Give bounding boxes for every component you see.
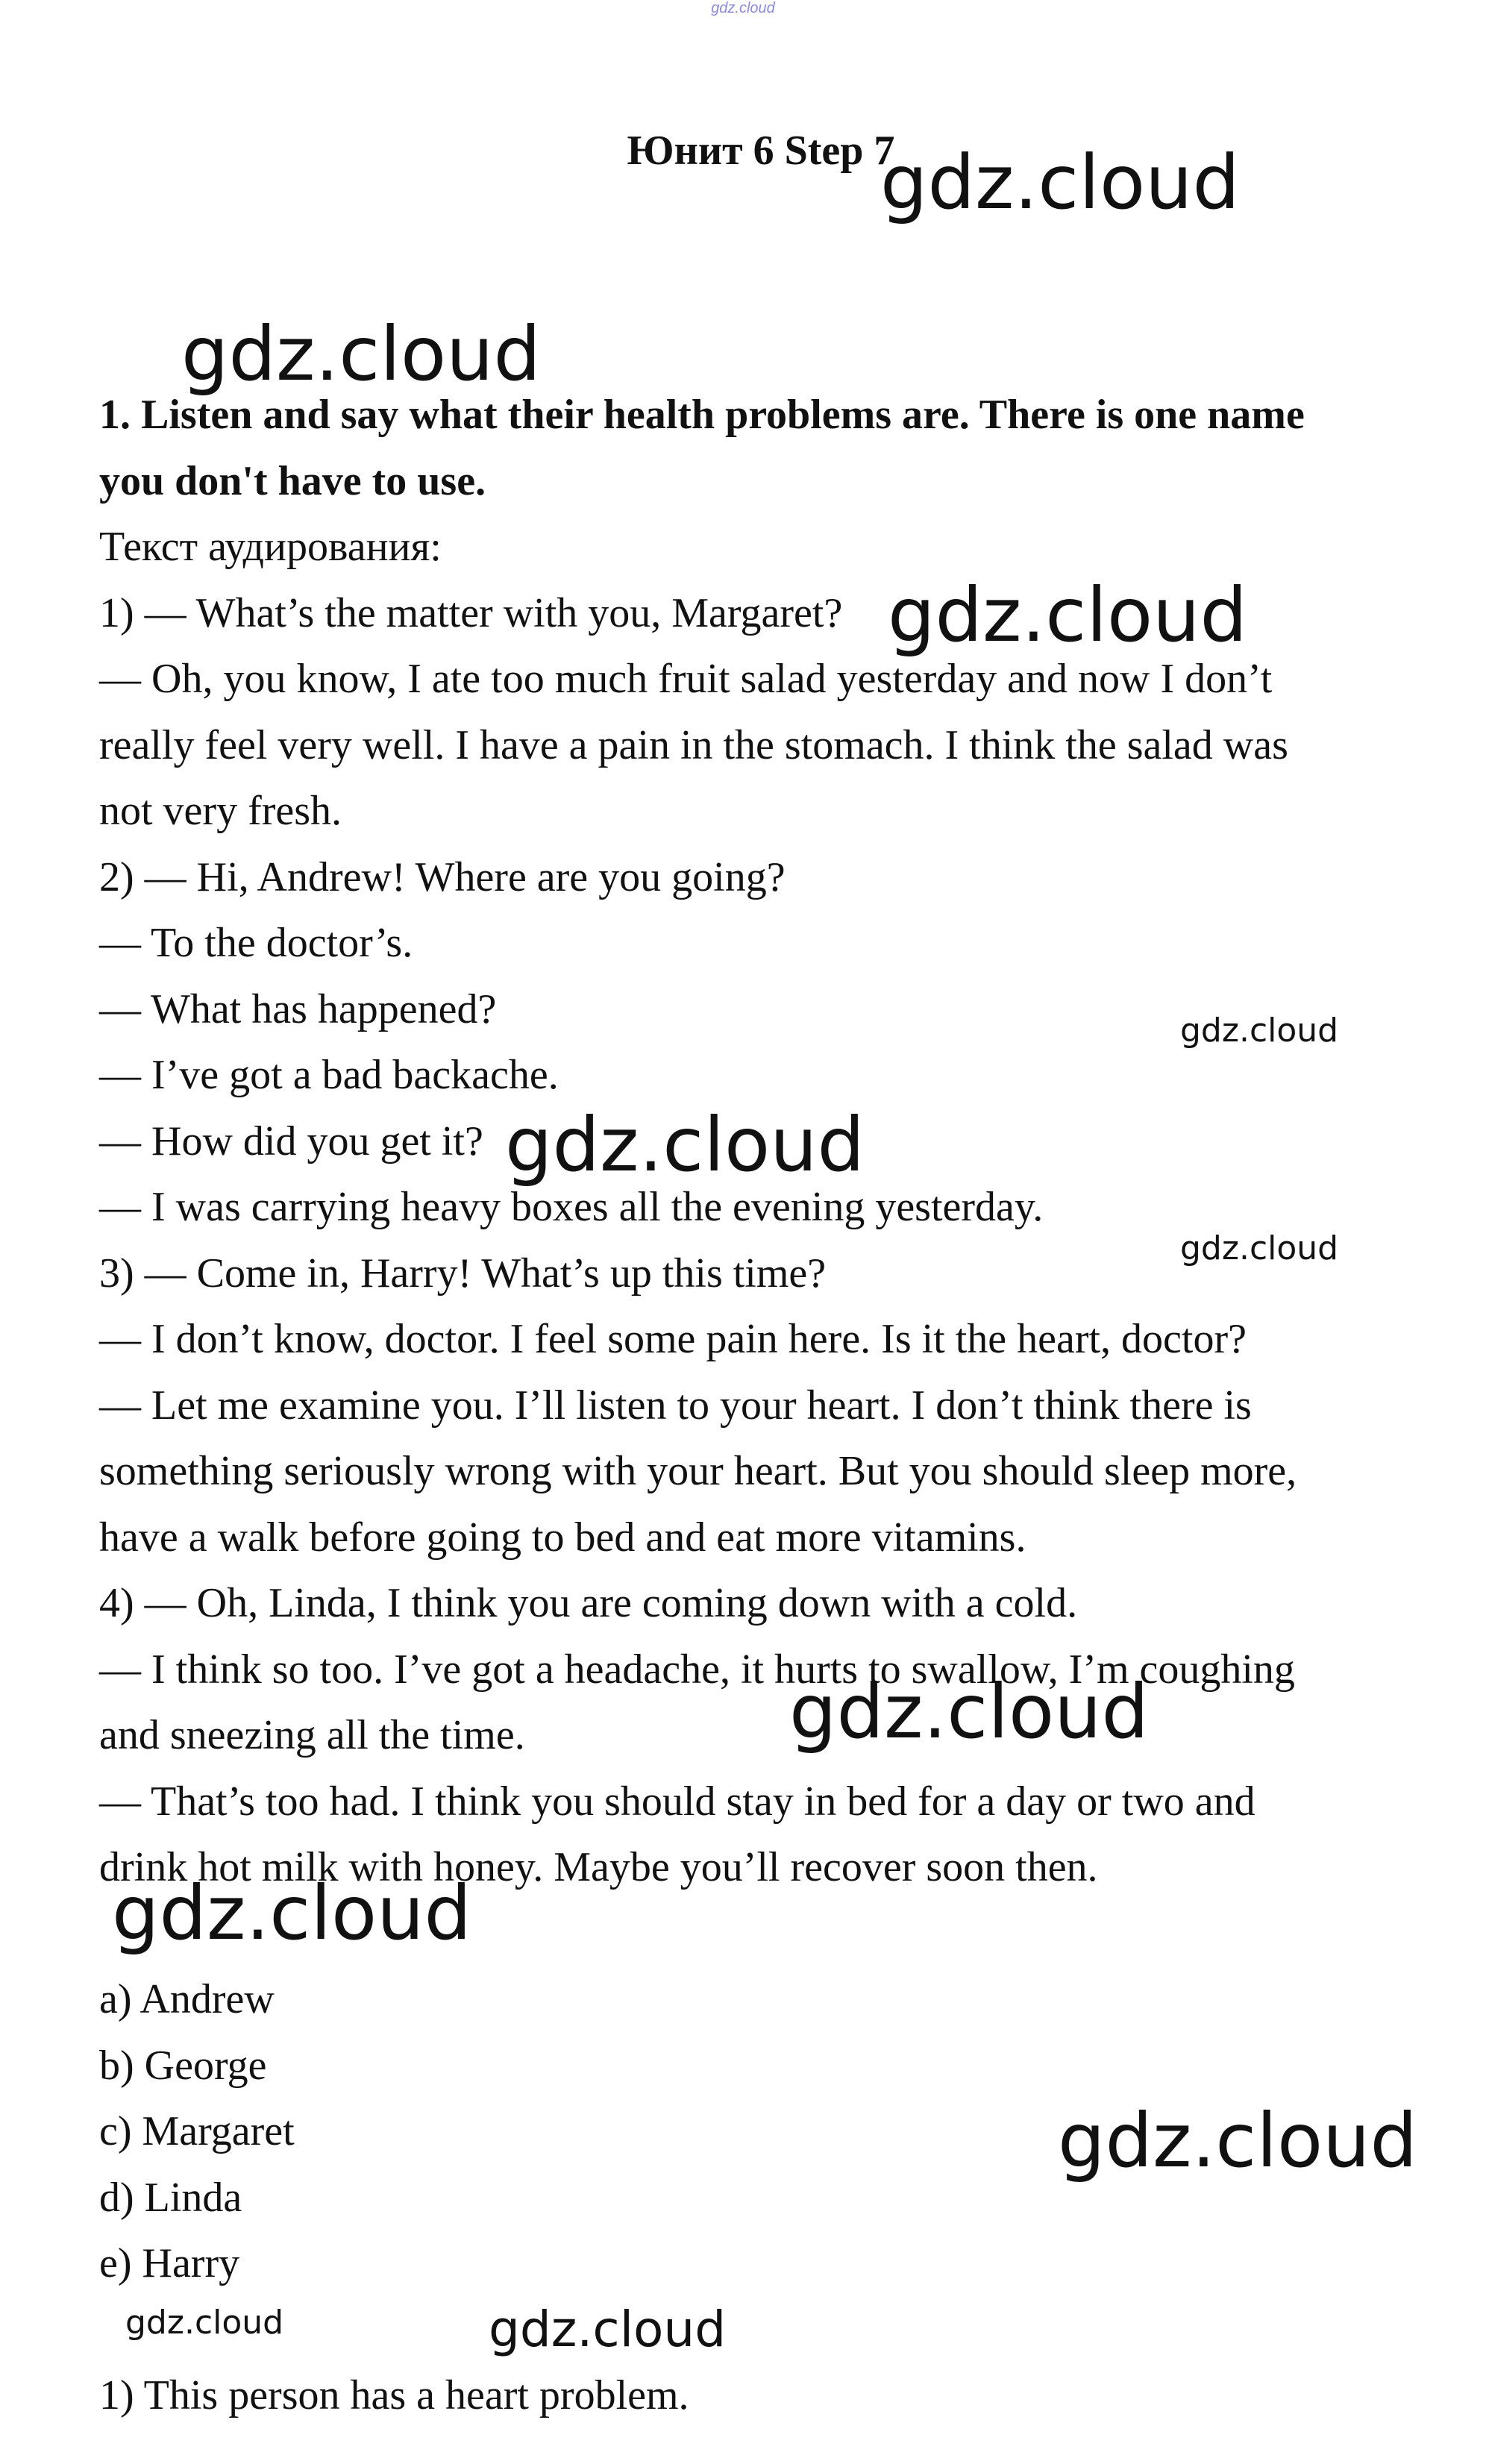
answer-line: 1) This person has a heart problem.: [99, 2372, 689, 2418]
watermark: gdz.cloud: [505, 1101, 865, 1188]
transcript-line: and sneezing all the time.: [99, 1712, 525, 1758]
page-title: Юнит 6 Step 7: [627, 128, 895, 174]
watermark: gdz.cloud: [789, 1668, 1150, 1755]
transcript-line: — I’ve got a bad backache.: [99, 1052, 559, 1098]
transcript-line: 1) — What’s the matter with you, Margaret?: [99, 589, 843, 636]
transcript-line: — What has happened?: [99, 985, 497, 1032]
option-item: a) Andrew: [99, 1976, 275, 2022]
transcript-line: have a walk before going to bed and eat more vitamins.: [99, 1514, 1026, 1561]
transcript-line: — I don’t know, doctor. I feel some pain here. Is it the heart, doctor?: [99, 1316, 1247, 1362]
option-item: d) Linda: [99, 2174, 242, 2221]
transcript-line: something seriously wrong with your heart. But you should sleep more,: [99, 1448, 1297, 1494]
transcript-label: Текст аудирования:: [99, 524, 442, 570]
watermark: gdz.cloud: [1180, 1012, 1339, 1050]
transcript-line: — How did you get it?: [99, 1117, 483, 1164]
watermark: gdz.cloud: [888, 571, 1248, 659]
spacer: [99, 2297, 1412, 2363]
transcript-line: really feel very well. I have a pain in the stomach. I think the salad was: [99, 721, 1288, 768]
transcript-line: — Oh, you know, I ate too much fruit salad yesterday and now I don’t: [99, 656, 1273, 702]
watermark: gdz.cloud: [112, 1869, 472, 1957]
option-item: e) Harry: [99, 2240, 240, 2286]
watermark: gdz.cloud: [880, 139, 1241, 226]
top-watermark: gdz.cloud: [711, 0, 775, 16]
transcript-line: 3) — Come in, Harry! What’s up this time?: [99, 1250, 827, 1297]
task-heading-line-1: 1. Listen and say what their health problems are. There is one name: [99, 392, 1305, 438]
transcript-line: — That’s too had. I think you should stay in bed for a day or two and: [99, 1778, 1255, 1825]
transcript-line: — Let me examine you. I’ll listen to your heart. I don’t think there is: [99, 1382, 1252, 1429]
watermark: gdz.cloud: [1180, 1229, 1339, 1267]
watermark: gdz.cloud: [181, 310, 542, 398]
task-heading-line-2: you don't have to use.: [99, 457, 486, 504]
watermark: gdz.cloud: [489, 2301, 727, 2358]
watermark: gdz.cloud: [125, 2304, 284, 2342]
transcript-line: not very fresh.: [99, 788, 342, 834]
option-item: b) George: [99, 2042, 267, 2089]
transcript-line: — I was carrying heavy boxes all the evening yesterday.: [99, 1184, 1044, 1230]
transcript-line: 4) — Oh, Linda, I think you are coming down with a cold.: [99, 1580, 1078, 1626]
transcript-line: drink hot milk with honey. Maybe you’ll recover soon then.: [99, 1844, 1098, 1890]
watermark: gdz.cloud: [1058, 2097, 1418, 2184]
option-item: c) Margaret: [99, 2108, 295, 2154]
transcript-line: — To the doctor’s.: [99, 920, 413, 966]
transcript-line: 2) — Hi, Andrew! Where are you going?: [99, 853, 786, 900]
transcript-line: — I think so too. I’ve got a headache, it hurts to swallow, I’m coughing: [99, 1646, 1295, 1693]
